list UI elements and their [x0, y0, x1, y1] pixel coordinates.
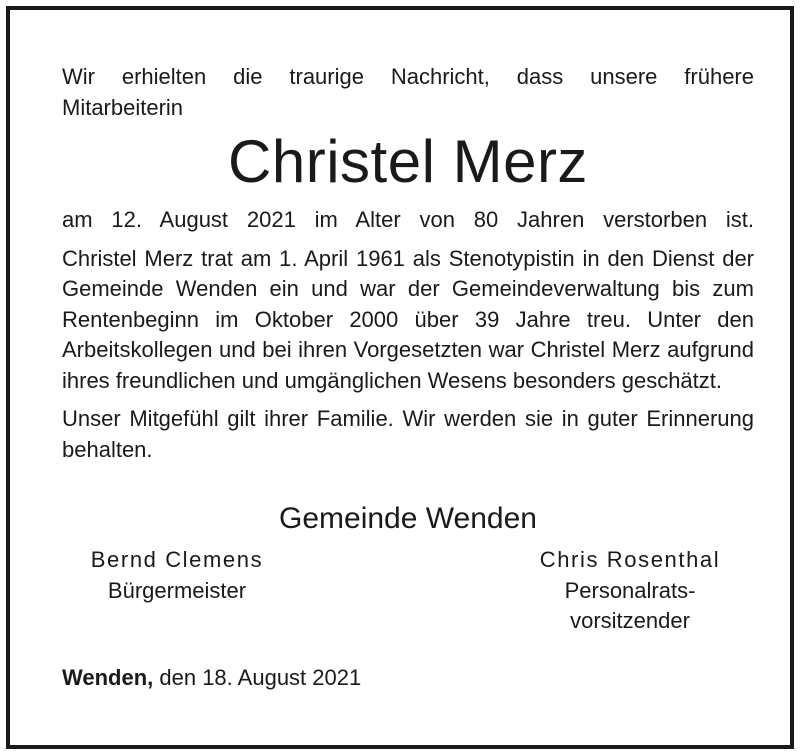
dateline-place: Wenden,	[62, 664, 154, 690]
signer-role: Bürgermeister	[107, 577, 247, 603]
death-statement: am 12. August 2021 im Alter von 80 Jahren verstorben ist.	[62, 207, 754, 232]
signer-role-line-2: vorsitzender	[570, 608, 690, 633]
signer-name: Chris Rosenthal	[539, 547, 721, 572]
intro-line-1: Wir erhielten die traurige Nachricht, dass unsere frühere	[62, 64, 754, 89]
dateline	[62, 663, 754, 694]
deceased-name: Christel Merz	[228, 128, 588, 195]
sympathy-paragraph: Unser Mitgefühl gilt ihrer Familie. Wir werden sie in guter Erinnerung behalten.	[62, 406, 754, 462]
signers	[62, 545, 754, 637]
signer-council-chair	[520, 545, 740, 637]
biography-paragraph: Christel Merz trat am 1. April 1961 als Stenotypistin in den Dienst der Gemeinde Wenden ein und war der Gemeindeverwaltung bis zum Rentenbeginn im Oktober 2000 über 39 Jahre treu. Unter den Arbeitskollegen und bei ihren Vorgesetzten war Christel Merz aufgrund ihres freundlichen und umgänglichen Wesens besonders geschätzt.	[62, 245, 754, 393]
signer-name: Bernd Clemens	[90, 547, 264, 572]
signer-mayor	[72, 545, 282, 637]
dateline-date: den 18. August 2021	[153, 664, 362, 690]
notice-content	[62, 62, 754, 693]
notice-frame	[6, 6, 794, 749]
signer-role: Personalrats-	[564, 577, 696, 603]
intro-text	[62, 62, 754, 123]
intro-line-2: Mitarbeiterin	[62, 94, 184, 120]
organization-name: Gemeinde Wenden	[279, 502, 537, 535]
